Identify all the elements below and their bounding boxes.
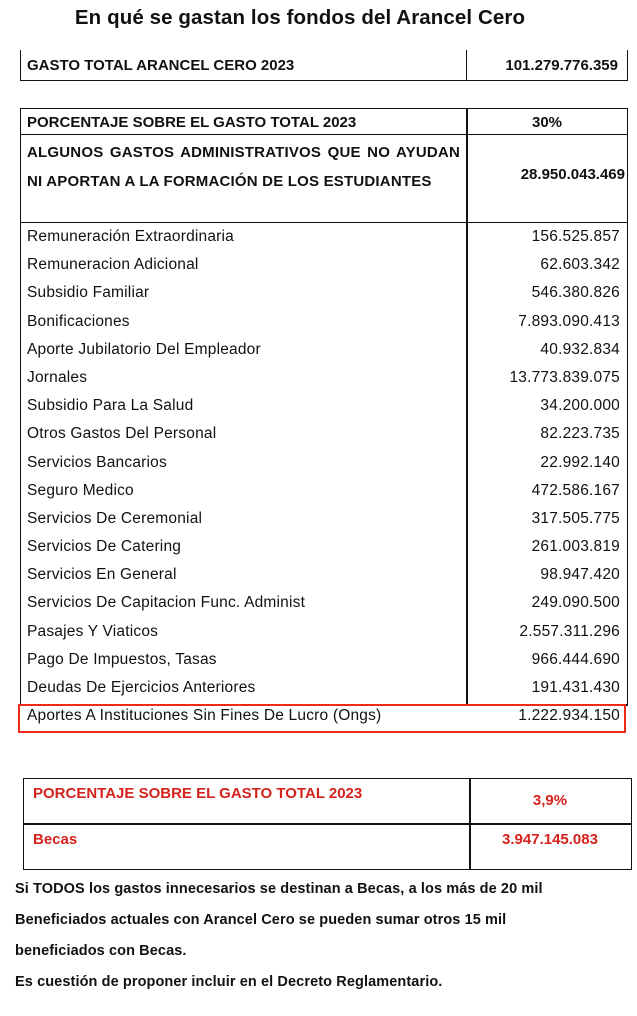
ongs-highlight-box — [18, 704, 626, 733]
table-row — [20, 309, 628, 337]
expense-value: 1.222.934.150 — [518, 707, 620, 725]
total-value: 101.279.776.359 — [505, 57, 618, 74]
expense-label: Pago De Impuestos, Tasas — [27, 650, 217, 668]
expense-label: Seguro Medico — [27, 481, 134, 499]
becas-percentage-value: 3,9% — [532, 792, 568, 809]
note-line: Si TODOS los gastos innecesarios se destinan a Becas, a los más de 20 mil — [15, 881, 543, 897]
expense-value: 249.090.500 — [531, 594, 620, 612]
expense-label: Servicios De Ceremonial — [27, 509, 203, 527]
expense-value: 261.003.819 — [531, 538, 620, 556]
table-row — [20, 252, 628, 280]
expense-label: Subsidio Para La Salud — [27, 397, 194, 415]
becas-percentage-label: PORCENTAJE SOBRE EL GASTO TOTAL 2023 — [33, 785, 363, 802]
table-row — [20, 421, 628, 449]
table-row — [20, 478, 628, 506]
expense-label: Subsidio Familiar — [27, 284, 150, 302]
table-row — [20, 562, 628, 590]
expense-list — [20, 224, 628, 731]
expense-value: 34.200.000 — [540, 397, 620, 415]
admin-heading-value: 28.950.043.469 — [520, 166, 625, 183]
expense-value: 2.557.311.296 — [519, 622, 620, 640]
expense-label: Jornales — [27, 368, 88, 386]
admin-percentage-value: 30% — [531, 114, 563, 131]
closing-note — [15, 874, 625, 998]
expense-label: Servicios De Catering — [27, 538, 182, 556]
table-row — [20, 337, 628, 365]
table-row — [20, 224, 628, 252]
expense-label: Servicios En General — [27, 566, 177, 584]
expense-value: 7.893.090.413 — [518, 312, 620, 330]
expense-value: 317.505.775 — [531, 509, 620, 527]
expense-label: Aporte Jubilatorio Del Empleador — [27, 340, 261, 358]
expense-value: 191.431.430 — [531, 679, 620, 696]
note-line: Beneficiados actuales con Arancel Cero se pueden sumar otros 15 mil — [15, 912, 507, 928]
table-row — [20, 506, 628, 534]
expense-label: Aportes A Instituciones Sin Fines De Lucro (Ongs) — [27, 707, 382, 725]
expense-value: 98.947.420 — [540, 566, 620, 584]
table-row — [20, 619, 628, 647]
expense-value: 546.380.826 — [531, 284, 620, 302]
becas-value: 3.947.145.083 — [502, 831, 598, 848]
expense-value: 156.525.857 — [531, 228, 620, 245]
becas-label: Becas — [33, 831, 78, 848]
table-row — [20, 647, 628, 675]
admin-percentage-row — [20, 108, 628, 135]
admin-percentage-label: PORCENTAJE SOBRE EL GASTO TOTAL 2023 — [27, 114, 357, 131]
table-row — [20, 675, 628, 703]
expense-label: Deudas De Ejercicios Anteriores — [27, 679, 256, 696]
total-label: GASTO TOTAL ARANCEL CERO 2023 — [21, 50, 467, 80]
expense-value: 40.932.834 — [540, 340, 620, 358]
note-line: Es cuestión de proponer incluir en el Decreto Reglamentario. — [15, 974, 443, 990]
table-row — [20, 365, 628, 393]
expense-label: Remuneración Extraordinaria — [27, 228, 234, 245]
table-row — [20, 450, 628, 478]
expense-value: 82.223.735 — [540, 425, 620, 443]
expense-value: 22.992.140 — [540, 453, 620, 471]
expense-label: Servicios De Capitacion Func. Administ — [27, 594, 306, 612]
table-row — [20, 280, 628, 308]
expense-label: Servicios Bancarios — [27, 453, 167, 471]
expense-value: 472.586.167 — [531, 481, 620, 499]
expense-label: Pasajes Y Viaticos — [27, 622, 159, 640]
page-title: En qué se gastan los fondos del Arancel Cero — [74, 6, 526, 29]
table-row — [20, 590, 628, 618]
expense-label: Otros Gastos Del Personal — [27, 425, 217, 443]
total-row — [20, 50, 628, 81]
row-divider — [24, 823, 631, 825]
admin-heading-label: ALGUNOS GASTOS ADMINISTRATIVOS QUE NO AYUDAN NI APORTAN A LA FORMACIÓN DE LOS ESTUDIANTES — [27, 144, 460, 190]
expense-value: 62.603.342 — [540, 256, 620, 274]
note-line: beneficiados con Becas. — [15, 943, 187, 959]
expense-value: 13.773.839.075 — [509, 368, 620, 386]
expense-label: Bonificaciones — [27, 312, 130, 330]
admin-heading-row — [20, 135, 628, 223]
table-row — [20, 393, 628, 421]
becas-table — [23, 778, 632, 870]
table-row — [20, 534, 628, 562]
expense-value: 966.444.690 — [531, 650, 620, 668]
expense-label: Remuneracion Adicional — [27, 256, 199, 274]
